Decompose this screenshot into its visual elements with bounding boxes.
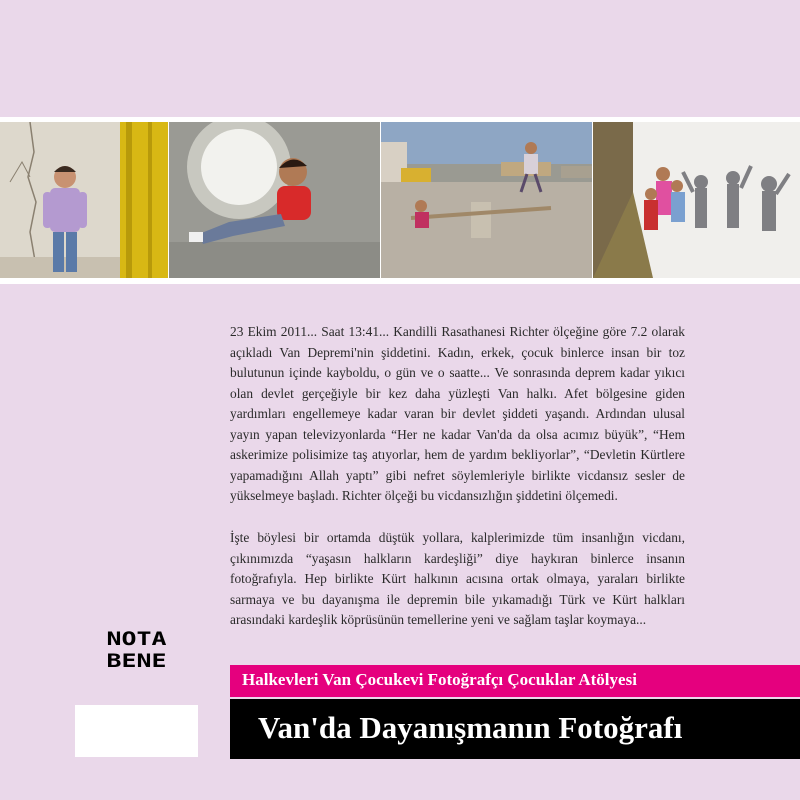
solidarity-paragraph: İşte böylesi bir ortamda düştük yollara, kalplerimizde tüm insanlığın vicdanı, çıkınımızda “yaşasın halkların kardeşliği” diye haykıran binlerce insanın fotoğrafıyla. Hep birlikte Kürt halkının acısına ortak olmaya, yaraları birlikte sarmaya ve bu dayanışma ile depremin bile yıkamadığı Türk ve Kürt halkları arasındaki kardeşlik köprüsünün temellerine yeni ve sağlam taşlar koymaya...	[230, 530, 685, 627]
subtitle: Halkevleri Van Çocukevi Fotoğrafçı Çocuklar Atölyesi	[242, 670, 637, 689]
photo-strip	[0, 117, 800, 284]
photo-child-in-pipe	[169, 122, 380, 278]
subtitle-band	[230, 665, 800, 697]
logo-line-2: BENE	[106, 650, 167, 670]
book-title: Van'da Dayanışmanın Fotoğrafı	[258, 710, 683, 745]
photo-children-shadows	[593, 122, 800, 278]
notabene-logo-icon	[105, 626, 168, 670]
photo-child-standing	[0, 122, 168, 278]
photo-children-playground	[381, 122, 592, 278]
logo-line-1: NOTA	[106, 628, 168, 650]
barcode-area	[75, 705, 198, 757]
intro-paragraph: 23 Ekim 2011... Saat 13:41... Kandilli Rasathanesi Richter ölçeğine göre 7.2 olarak açıkladı Van Depremi'nin şiddetini. Kadın, erkek, çocuk binlerce insan bir toz bulutunun içinde kayboldu, o gün ve o saatte... Ve sonrasında deprem kadar yıkıcı olan devlet gerçeğiyle bir kez daha yüzleşti Van halkı. Afet bölgesine giden yardımları engellemeye kadar varan bir devlet şiddeti yaşandı. Ardından ulusal yayın yapan televizyonlarda “Her ne kadar Van'da da olsa acımız büyük”, “Hem askerimize polisimize taş atıyorlar, hem de yardım bekliyorlar”, “Devletin Kürtlere yapamadığını Allah yaptı” gibi nefret söylemleriyle birlikte vicdansız sesler de yükselmeye başladı. Richter ölçeği bu vicdansızlığın şiddetini ölçemedi.	[230, 324, 685, 503]
title-band	[230, 699, 800, 759]
notabene-logo	[105, 626, 168, 670]
